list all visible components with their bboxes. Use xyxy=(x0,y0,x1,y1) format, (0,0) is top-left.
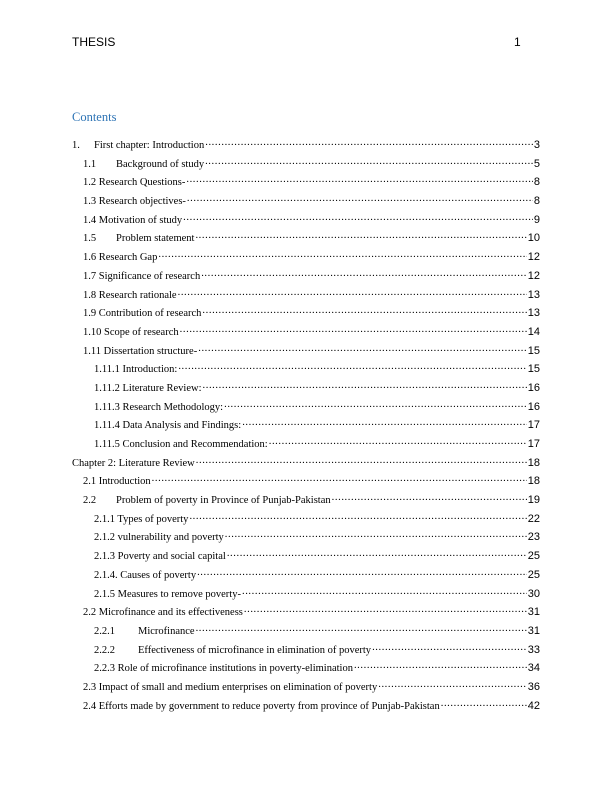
dot-leader xyxy=(227,547,527,559)
toc-entry[interactable] xyxy=(72,454,540,473)
toc-entry-page: 33 xyxy=(527,643,540,656)
toc-entry-page: 12 xyxy=(527,269,540,282)
toc-entry-page: 9 xyxy=(533,213,540,226)
toc-entry-page: 8 xyxy=(533,176,540,189)
toc-entry-page: 19 xyxy=(527,494,540,507)
toc-entry[interactable] xyxy=(72,173,540,192)
toc-entry-page: 25 xyxy=(527,550,540,563)
toc-entry[interactable] xyxy=(72,585,540,604)
toc-entry[interactable] xyxy=(72,342,540,361)
toc-entry-page: 15 xyxy=(527,363,540,376)
toc-entry-number: 1.5 xyxy=(83,233,97,245)
toc-entry[interactable] xyxy=(72,267,540,286)
toc-entry-label: Chapter 2: Literature Review xyxy=(72,457,195,469)
dot-leader xyxy=(372,641,527,653)
toc-entry-label: 2.4 Efforts made by government to reduce poverty from province of Punjab-Pakistan xyxy=(83,700,440,712)
dot-leader xyxy=(195,229,526,241)
toc-entry[interactable] xyxy=(72,472,540,491)
toc-entry[interactable] xyxy=(72,678,540,697)
toc-entry-label: Effectiveness of microfinance in elimination of poverty xyxy=(138,644,372,656)
toc-entry-page: 10 xyxy=(527,232,540,245)
dot-leader xyxy=(186,173,533,185)
dot-leader xyxy=(205,155,533,167)
toc-entry-page: 3 xyxy=(533,139,540,151)
toc-entry-label: Problem of poverty in Province of Punjab-Pakistan xyxy=(116,495,331,507)
dot-leader xyxy=(183,211,533,223)
toc-entry-label: 1.6 Research Gap xyxy=(83,252,158,264)
toc-entry-label: 2.1.1 Types of poverty xyxy=(94,513,189,525)
toc-entry-page: 16 xyxy=(527,381,540,394)
toc-entry-page: 31 xyxy=(527,606,540,619)
toc-entry-label: 1.4 Motivation of study xyxy=(83,214,183,226)
toc-entry[interactable] xyxy=(72,416,540,435)
toc-entry-number: 2.2.1 xyxy=(94,625,115,637)
toc-entry[interactable] xyxy=(72,248,540,267)
dot-leader xyxy=(202,304,526,316)
toc-entry[interactable] xyxy=(72,155,540,174)
dot-leader xyxy=(197,566,527,578)
toc-entry-label: 2.1.3 Poverty and social capital xyxy=(94,551,226,563)
toc-entry-label: 1.11.1 Introduction: xyxy=(94,364,178,376)
toc-entry-label: First chapter: Introduction xyxy=(94,140,205,151)
toc-entry[interactable] xyxy=(72,379,540,398)
toc-entry[interactable] xyxy=(72,659,540,678)
dot-leader xyxy=(378,678,527,690)
toc-entry[interactable] xyxy=(72,435,540,454)
toc-entry-page: 13 xyxy=(527,307,540,320)
toc-entry-label: 2.1.4. Causes of poverty xyxy=(94,569,197,581)
dot-leader xyxy=(242,416,527,428)
dot-leader xyxy=(332,491,527,503)
dot-leader xyxy=(180,323,527,335)
toc-entry[interactable] xyxy=(72,697,540,716)
dot-leader xyxy=(225,528,527,540)
running-header-title: THESIS xyxy=(72,35,116,49)
dot-leader xyxy=(441,697,527,709)
toc-entry-label: 1.10 Scope of research xyxy=(83,326,179,338)
toc-entry[interactable] xyxy=(72,211,540,230)
toc-entry-label: Microfinance xyxy=(138,625,195,637)
toc-entry-page: 22 xyxy=(527,512,540,525)
toc-entry-label: 1.8 Research rationale xyxy=(83,289,177,301)
toc-entry[interactable] xyxy=(72,192,540,211)
dot-leader xyxy=(224,398,527,410)
toc-entry[interactable] xyxy=(72,229,540,248)
dot-leader xyxy=(196,622,527,634)
toc-entry[interactable] xyxy=(72,641,540,660)
toc-entry-page: 17 xyxy=(527,438,540,450)
toc-entry-label: 2.1 Introduction xyxy=(83,476,151,488)
toc-entry[interactable] xyxy=(72,323,540,342)
dot-leader xyxy=(196,454,527,466)
dot-leader xyxy=(198,342,527,354)
toc-entry-page: 42 xyxy=(527,699,540,712)
toc-entry-label: Background of study xyxy=(116,158,205,170)
toc-entry-page: 5 xyxy=(533,157,540,170)
toc-entry-page: 18 xyxy=(527,456,540,469)
dot-leader xyxy=(189,510,526,522)
dot-leader xyxy=(187,192,533,204)
dot-leader xyxy=(242,585,527,597)
toc-entry[interactable] xyxy=(72,528,540,547)
toc-entry-number: 2.2 xyxy=(83,495,97,507)
dot-leader xyxy=(203,379,527,391)
toc-entry-label: 1.11.2 Literature Review: xyxy=(94,382,202,394)
toc-entry-label: 2.1.2 vulnerability and poverty xyxy=(94,532,224,544)
toc-entry-label: 2.2 Microfinance and its effectiveness xyxy=(83,607,243,619)
toc-entry-page: 14 xyxy=(527,325,540,338)
toc-entry[interactable] xyxy=(72,304,540,323)
toc-entry[interactable] xyxy=(72,566,540,585)
toc-entry-page: 15 xyxy=(527,344,540,357)
toc-entry-page: 31 xyxy=(527,624,540,637)
toc-entry-page: 36 xyxy=(527,680,540,693)
toc-entry-page: 17 xyxy=(527,419,540,432)
toc-entry-number: 2.2.2 xyxy=(94,644,115,656)
toc-entry[interactable] xyxy=(72,510,540,529)
dot-leader xyxy=(205,136,533,148)
toc-entry-label: 1.2 Research Questions- xyxy=(83,177,186,189)
toc-entry-page: 16 xyxy=(527,400,540,413)
dot-leader xyxy=(158,248,526,260)
toc-entry-label: 1.11.4 Data Analysis and Findings: xyxy=(94,420,242,432)
toc-entry-label: Problem statement xyxy=(116,233,195,245)
toc-entry-label: 2.3 Impact of small and medium enterprises on elimination of poverty xyxy=(83,681,378,693)
dot-leader xyxy=(178,360,526,372)
toc-entry-number: 1. xyxy=(72,140,80,151)
toc-entry[interactable] xyxy=(72,547,540,566)
page-number: 1 xyxy=(514,35,521,49)
dot-leader xyxy=(269,435,527,447)
toc-entry-page: 23 xyxy=(527,531,540,544)
toc-entry-page: 30 xyxy=(527,587,540,600)
toc-entry[interactable] xyxy=(72,286,540,305)
table-of-contents xyxy=(72,136,540,715)
toc-entry-page: 13 xyxy=(527,288,540,301)
toc-entry[interactable] xyxy=(72,136,540,155)
toc-entry[interactable] xyxy=(72,622,540,641)
toc-entry-page: 34 xyxy=(527,662,540,675)
toc-entry[interactable] xyxy=(72,491,540,510)
toc-entry-page: 25 xyxy=(527,568,540,581)
toc-entry-page: 18 xyxy=(527,475,540,488)
toc-entry[interactable] xyxy=(72,603,540,622)
toc-entry-label: 1.11.5 Conclusion and Recommendation: xyxy=(94,439,268,450)
toc-entry-page: 8 xyxy=(533,195,540,208)
dot-leader xyxy=(201,267,527,279)
dot-leader xyxy=(354,659,527,671)
toc-entry-label: 1.7 Significance of research xyxy=(83,270,201,282)
toc-entry-label: 1.11.3 Research Methodology: xyxy=(94,401,224,413)
toc-entry-label: 2.2.3 Role of microfinance institutions in poverty-elimination xyxy=(94,663,353,675)
toc-entry-label: 1.3 Research objectives- xyxy=(83,196,186,208)
dot-leader xyxy=(152,472,527,484)
toc-entry-label: 2.1.5 Measures to remove poverty- xyxy=(94,588,241,600)
dot-leader xyxy=(178,286,527,298)
toc-entry[interactable] xyxy=(72,360,540,379)
toc-entry-number: 1.1 xyxy=(83,158,97,170)
dot-leader xyxy=(244,603,527,615)
toc-entry-page: 12 xyxy=(527,251,540,264)
contents-heading: Contents xyxy=(72,110,117,124)
toc-entry-label: 1.9 Contribution of research xyxy=(83,308,202,320)
toc-entry[interactable] xyxy=(72,398,540,417)
toc-entry-label: 1.11 Dissertation structure- xyxy=(83,345,198,357)
